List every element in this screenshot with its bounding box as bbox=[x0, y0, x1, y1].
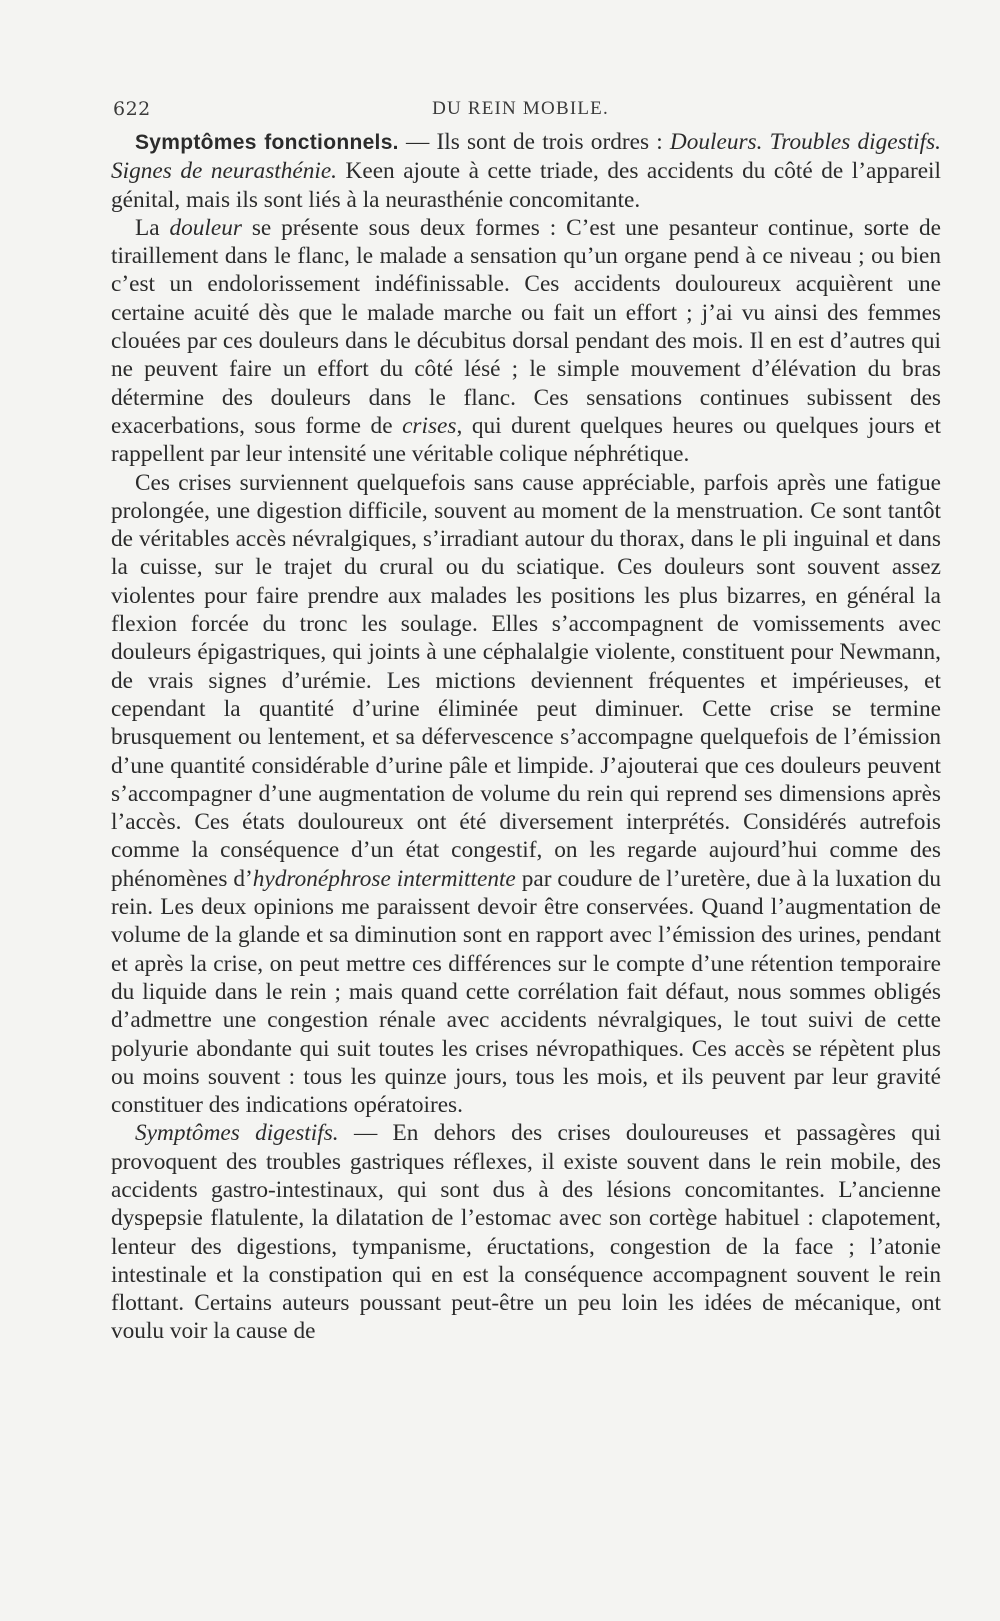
paragraph-symptomes-fonctionnels bbox=[111, 128, 941, 214]
page-header bbox=[113, 98, 928, 128]
text-run: — En dehors des crises douloureuses et passagères qui provoquent des troubles gastriques réflexes, il existe souvent dans le rein mobile, des accidents gastro-intestinaux, qui sont dus à des lésions concomitantes. L’ancienne dyspepsie flatulente, la dilatation de l’estomac avec son cortège habituel : clapotement, lenteur des digestions, tympanisme, éructations, congestion de la face ; l’atonie intestinale et la constipation qui en est la conséquence accompagnent souvent le rein flottant. Certains auteurs poussant peut-être un peu loin les idées de mécanique, ont voulu voir la cause de bbox=[111, 1120, 942, 1345]
section-heading-digestifs: Symptômes digestifs. bbox=[135, 1120, 339, 1147]
paragraph-symptomes-digestifs bbox=[111, 1119, 941, 1345]
page-number: 622 bbox=[113, 98, 151, 120]
text-run: Keen ajoute à cette triade, des accidents du côté de l’appareil génital, mais ils sont liés à la neurasthénie concomitante. bbox=[111, 158, 941, 213]
italic-run: Douleurs. Troubles digestifs. Signes de neurasthénie. bbox=[111, 129, 941, 185]
italic-run: douleur bbox=[169, 214, 242, 241]
paragraph-douleur bbox=[111, 214, 941, 469]
text-run: , qui durent quelques heures ou quelques jours et rappellent par leur intensité une véritable colique néphrétique. bbox=[111, 412, 941, 468]
text-run: La bbox=[135, 214, 170, 241]
running-title: DU REIN MOBILE. bbox=[432, 98, 609, 119]
text-run: Ces crises surviennent quelquefois sans cause appréciable, parfois après une fatigue prolongée, une digestion difficile, souvent au moment de la menstruation. Ce sont tantôt de véritables accès névralgiques, s’irradiant autour du thorax, dans le pli inguinal et dans la cuisse, sur le trajet du crural ou du sciatique. Ces douleurs sont souvent assez violentes pour faire prendre aux malades les positions les plus bizarres, en général la flexion forcée du tronc les soulage. Elles s’accompagnent de vomissements avec douleurs épigastriques, qui joints à une céphalalgie violente, constituent pour Newmann, de vrais signes d’urémie. Les mictions deviennent fréquentes et impérieuses, et cependant la quantité d’urine éliminée peut diminuer. Cette crise se termine brusquement ou lentement, et sa défervescence s’accompagne quelquefois de l’émission d’une quantité considérable d’urine pâle et limpide. J’ajouterai que ces douleurs peuvent s’accompagner d’une augmentation de volume du rein qui reprend ses dimensions après l’accès. Ces états douloureux ont été diversement interprétés. Considérés autrefois comme la conséquence d’un état congestif, on les regarde aujourd’hui comme des phénomènes d’ bbox=[111, 469, 941, 892]
text-run: — Ils sont de trois ordres : bbox=[398, 129, 670, 155]
italic-run: crises bbox=[402, 412, 457, 439]
text-run: par coudure de l’uretère, due à la luxation du rein. Les deux opinions me paraissent devoir être conservées. Quand l’augmentation de volume de la glande et sa diminution sont en rapport avec l’émission des urines, pendant et après la crise, on peut mettre ces différences sur le compte d’une rétention temporaire du liquide dans le rein ; mais quand cette corrélation fait défaut, nous sommes obligés d’admettre une congestion rénale avec accidents névralgiques, le tout suivi de cette polyurie abondante qui suit toutes les crises névropathiques. Ces accès se répètent plus ou moins souvent : tous les quinze jours, tous les mois, et ils peuvent par leur gravité constituer des indications opératoires. bbox=[111, 865, 941, 1119]
italic-run: hydronéphrose intermittente bbox=[252, 865, 516, 892]
section-heading-fonctionnels: Symptômes fonctionnels. bbox=[135, 131, 399, 154]
text-run: se présente sous deux formes : C’est une pesanteur continue, sorte de tiraillement dans le flanc, le malade a sensation qu’un organe pend à ce niveau ; ou bien c’est un endolorissement indéfinissable. Ces accidents douloureux acquièrent une certaine acuité dès que le malade marche ou fait un effort ; j’ai vu ainsi des femmes clouées par ces douleurs dans le décubitus dorsal pendant des mois. Il en est d’autres qui ne peuvent faire un effort du côté lésé ; le simple mouvement d’élévation du bras détermine des douleurs dans le flanc. Ces sensations continues subissent des exacerbations, sous forme de bbox=[111, 214, 941, 439]
paragraph-crises bbox=[111, 469, 941, 1120]
body-text bbox=[111, 128, 941, 1346]
